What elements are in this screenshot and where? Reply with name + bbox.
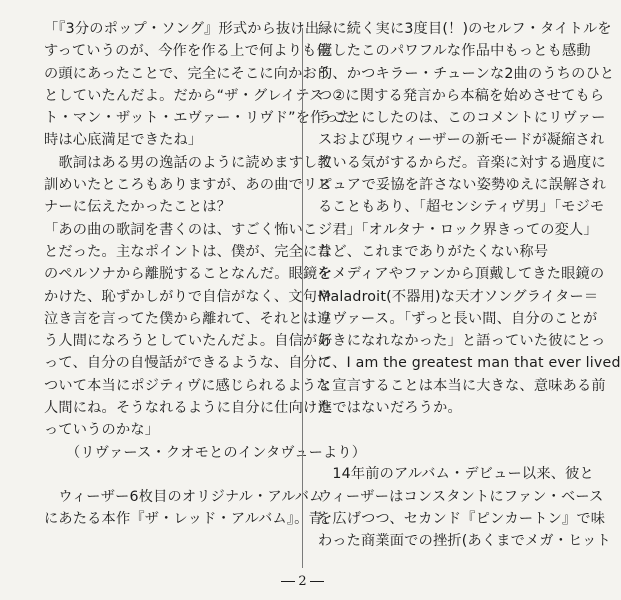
text-line: 泣き言を言ってた僕から離れて、それとは違 — [44, 310, 332, 327]
text-line: かけた、恥ずかしがりで自信がなく、文句や — [44, 288, 332, 305]
text-line: ピュアで妥協を許さない姿勢ゆえに誤解され — [318, 177, 607, 194]
text-line: リヴァース。「ずっと長い間、自分のことが — [318, 310, 598, 327]
text-line: ウィーザーはコンスタントにファン・ベース — [318, 488, 604, 505]
text-line: ることもあり、「超センシティヴ男」「モジモ — [318, 199, 605, 216]
interview-attribution: （リヴァース・クオモとのインタヴューより） — [66, 444, 367, 461]
text-line: Maladroit(不器用)な天才ソングライター＝ — [318, 288, 599, 305]
text-line: 時は心底満足できたね」 — [44, 132, 203, 149]
dash-left — [281, 581, 295, 582]
text-line: など、これまでありがたくない称号 — [318, 243, 549, 260]
text-line: 緑に続く実に3度目(！)のセルフ・タイトルを — [318, 21, 612, 37]
page-number-footer — [0, 574, 605, 589]
text-line: つ②に関する発言から本稿を始めさせてもら — [318, 87, 605, 104]
text-line: 14年前のアルバム・デビュー以来、彼と — [318, 466, 594, 483]
text-line: をメディアやファンから頂戴してきた眼鏡の — [318, 266, 605, 283]
text-line: スおよび現ウィーザーの新モードが凝縮され — [318, 132, 605, 149]
text-line: 歌詞はある男の逸話のように読めますし教 — [44, 154, 332, 171]
paragraph-gap — [318, 419, 580, 441]
text-line: とだった。主なポイントは、僕が、完全に昔 — [44, 243, 332, 260]
text-line: 的、かつキラー・チューンな2曲のうちのひと — [318, 65, 615, 82]
text-line: 進ではないだろうか。 — [318, 400, 462, 417]
text-line: うことにしたのは、このコメントにリヴァー — [318, 110, 606, 127]
text-line: の頭にあったことで、完全にそこに向かおう — [44, 65, 332, 82]
text-line: わった商業面での挫折(あくまでメガ・ヒット — [318, 533, 611, 550]
paragraph-gap — [318, 441, 580, 463]
paragraph-gap — [44, 464, 306, 486]
text-line: って、自分の自慢話ができるような、自分に — [44, 355, 332, 372]
text-line: と宣言することは本当に大きな、意味ある前 — [318, 377, 606, 394]
text-line: っていうのかな」 — [44, 422, 160, 439]
text-line: すっていうのが、今作を作る上で何よりも僕 — [44, 43, 331, 60]
text-line: ついて本当にポジティヴに感じられるような — [44, 377, 331, 394]
text-line: う人間になろうとしていたんだよ。自信があ — [44, 333, 332, 350]
text-line: ている気がするからだ。音楽に対する過度に — [318, 154, 606, 171]
text-line: 訓めいたところもありますが、あの曲でリス — [44, 177, 332, 194]
text-line: としていたんだよ。だから“ザ・グレイテス — [44, 87, 324, 104]
text-line: 冠したこのパワフルな作品中もっとも感動 — [318, 43, 591, 60]
left-column — [44, 18, 367, 531]
column-divider — [302, 28, 303, 568]
page-number: 2 — [298, 574, 307, 589]
text-line: ウィーザー6枚目のオリジナル・アルバム — [44, 488, 324, 505]
right-column — [318, 18, 621, 553]
text-line: ト・マン・ザット・エヴァー・リヴド”を作った — [44, 110, 354, 127]
text-line: 「あの曲の歌詞を書くのは、すごく怖いこ — [44, 221, 318, 238]
text-line: のペルソナから離脱することなんだ。眼鏡を — [44, 266, 332, 283]
dash-right — [310, 581, 324, 582]
text-line: ジ君」「オルタナ・ロック界きっての変人」 — [318, 221, 598, 238]
text-line: にあたる本作『ザ・レッド・アルバム』。青、 — [44, 511, 338, 528]
text-line: 「『3分のポップ・ソング』形式から抜け出 — [44, 21, 320, 37]
text-line: ナーに伝えたかったことは？ — [44, 199, 232, 216]
text-line: 好きになれなかった」と語っていた彼にとっ — [318, 333, 606, 350]
text-line: て、I am the greatest man that ever lived — [318, 355, 621, 372]
text-line: 人間にね。そうなれるように自分に仕向けた — [44, 400, 332, 417]
text-line: を広げつつ、セカンド『ピンカートン』で味 — [318, 510, 606, 527]
